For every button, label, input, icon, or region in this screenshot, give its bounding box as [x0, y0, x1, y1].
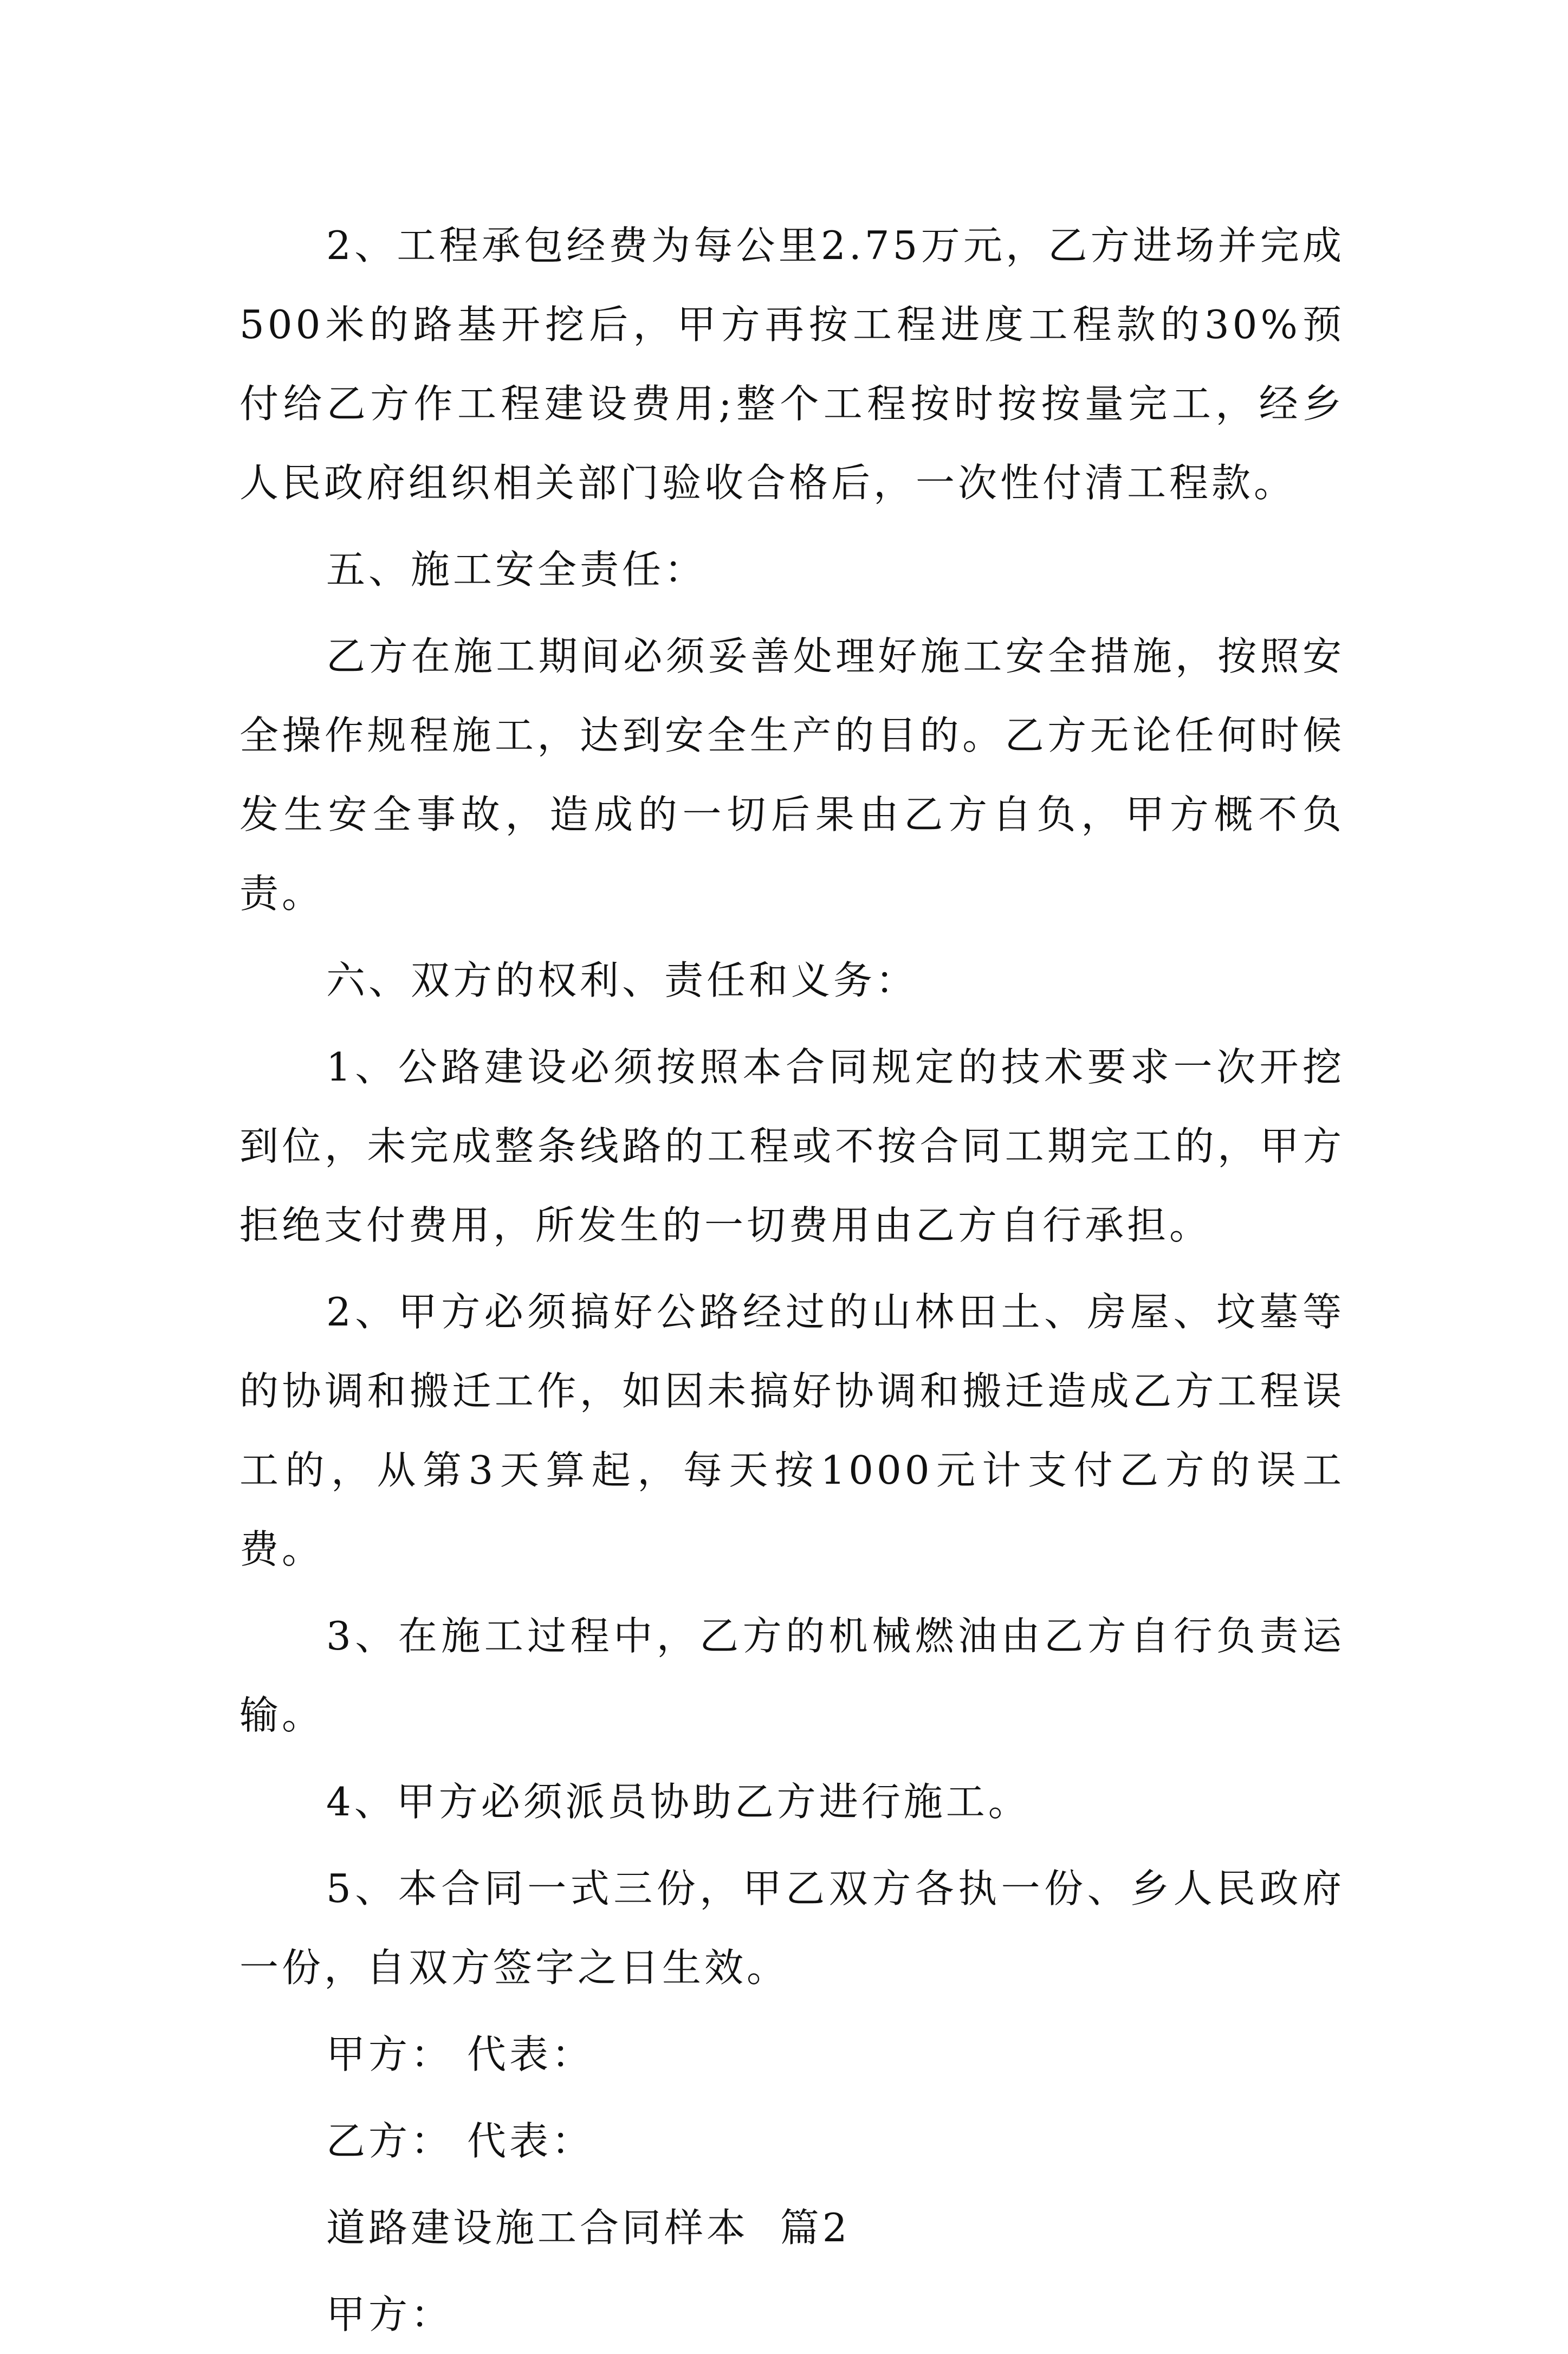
party-a-representative: 代表：	[467, 2032, 594, 2077]
paragraph-clause-5: 5、本合同一式三份，甲乙双方各执一份、乡人民政府一份，自双方签字之日生效。	[239, 1866, 1345, 1990]
paragraph-clause-4: 4、甲方必须派员协助乙方进行施工。	[326, 1779, 1031, 1825]
signature-party-b	[239, 2101, 1345, 2181]
heading-safety-responsibility: 五、施工安全责任：	[326, 547, 707, 592]
party-b-representative: 代表：	[467, 2118, 594, 2164]
paragraph-clause-1: 1、公路建设必须按照本合同规定的技术要求一次开挖到位，未完成整条线路的工程或不按合同工期完工的，甲方拒绝支付费用，所发生的一切费用由乙方自行承担。	[239, 1044, 1345, 1248]
next-party-label: 甲方：	[326, 2292, 453, 2337]
party-b-label: 乙方：	[326, 2118, 453, 2164]
paragraph-payment-terms: 2、工程承包经费为每公里2.75万元，乙方进场并完成500米的路基开挖后，甲方再按工程进度工程款的30%预付给乙方作工程建设费用;整个工程按时按按量完工，经乡人民政府组织相关部门验收合格后，一次性付清工程款。	[239, 223, 1345, 506]
document-body	[239, 206, 1345, 2354]
paragraph-safety: 乙方在施工期间必须妥善处理好施工安全措施，按照安全操作规程施工，达到安全生产的目的。乙方无论任何时候发生安全事故，造成的一切后果由乙方自负，甲方概不负责。	[239, 633, 1345, 916]
section-title: 道路建设施工合同样本 篇2	[326, 2205, 851, 2250]
signature-party-a	[239, 2015, 1345, 2094]
paragraph-clause-3: 3、在施工过程中，乙方的机械燃油由乙方自行负责运输。	[239, 1613, 1345, 1738]
paragraph-clause-2: 2、甲方必须搞好公路经过的山林田土、房屋、坟墓等的协调和搬迁工作，如因未搞好协调和搬迁造成乙方工程误工的，从第3天算起，每天按1000元计支付乙方的误工费。	[239, 1289, 1345, 1572]
heading-rights-duties: 六、双方的权利、责任和义务：	[326, 958, 918, 1003]
party-a-label: 甲方：	[326, 2032, 453, 2077]
